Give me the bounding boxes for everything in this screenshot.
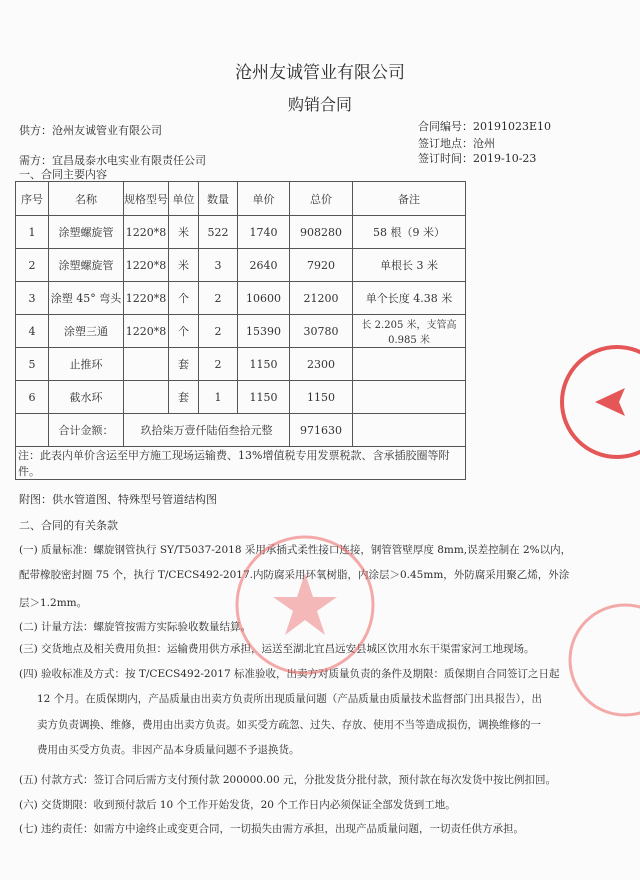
table-cell: 涂塑螺旋管 — [49, 249, 124, 282]
table-cell: 1740 — [238, 216, 290, 249]
sign-place: 签订地点：沧州 — [418, 137, 495, 150]
table-cell: 4 — [16, 315, 49, 348]
table-cell: 5 — [16, 348, 49, 381]
contract-number: 合同编号：20191023E10 — [418, 120, 552, 133]
clause-line: (七) 违约责任：如需方中途终止或变更合同，一切损失由需方承担，出现产品质量问题，一切责任供方承担。 — [19, 823, 525, 835]
note-row — [16, 447, 466, 480]
table-cell — [353, 348, 466, 381]
table-cell: 2 — [199, 348, 238, 381]
table-cell: 6 — [16, 381, 49, 414]
table-row — [16, 348, 466, 381]
table-cell: 21200 — [290, 282, 353, 315]
table-cell: 长 2.205 米，支管高 0.985 米 — [353, 315, 466, 348]
clause-line: (一) 质量标准：螺旋钢管执行 SY/T5037-2018 采用承插式柔性接口连接，钢管管壁厚度 8mm,误差控制在 2%以内， — [19, 544, 572, 556]
table-cell: 1220*8 — [124, 315, 169, 348]
table-cell: 3 — [199, 249, 238, 282]
buyer: 需方：宜昌晟泰水电实业有限责任公司 — [19, 154, 206, 167]
table-cell: 2 — [199, 282, 238, 315]
table-cell: 1150 — [290, 381, 353, 414]
clause-line: (四) 验收标准及方式：按 T/CECS492-2017 标准验收，出卖方对质量负责的条件及期限：质保期自合同签订之日起 — [19, 668, 560, 680]
clause-line: (五) 付款方式：签订合同后需方支付预付款 200000.00 元，分批发货分批付款，预付款在每次发货中按比例扣回。 — [19, 774, 556, 786]
total-row — [16, 414, 466, 447]
header-cell: 名称 — [49, 182, 124, 216]
table-cell: 2 — [16, 249, 49, 282]
supplier: 供方：沧州友诚管业有限公司 — [19, 124, 162, 137]
table-cell: 1 — [199, 381, 238, 414]
buyer-stamp — [555, 340, 640, 470]
table-cell: 1 — [16, 216, 49, 249]
document-title: 购销合同 — [287, 95, 352, 114]
table-cell: 15390 — [238, 315, 290, 348]
items-table — [15, 181, 466, 480]
table-cell: 单个长度 4.38 米 — [353, 282, 466, 315]
total-value: 971630 — [290, 414, 353, 447]
header-cell: 备注 — [353, 182, 466, 216]
clause-line: (六) 交货期限：收到预付款后 10 个工作开始发货，20 个工作日内必须保证全部发货到工地。 — [19, 799, 456, 811]
table-cell: 30780 — [290, 315, 353, 348]
table-cell: 908280 — [290, 216, 353, 249]
table-cell: 套 — [169, 381, 199, 414]
header-cell: 规格型号 — [124, 182, 169, 216]
section-2-heading: 二、合同的有关条款 — [19, 519, 118, 532]
table-cell: 米 — [169, 216, 199, 249]
table-cell — [124, 381, 169, 414]
total-label: 合计金额： — [49, 414, 124, 447]
clause-line: (三) 交货地点及相关费用负担：运输费用供方承担，运送至湖北宜昌远安县城区饮用水东干渠雷家河工地现场。 — [19, 643, 535, 655]
header-cell: 数量 — [199, 182, 238, 216]
clause-line: (二) 计量方法：螺旋管按需方实际验收数量结算。 — [19, 621, 252, 633]
table-cell: 7920 — [290, 249, 353, 282]
supplier-contract-stamp — [555, 600, 640, 730]
table-row — [16, 381, 466, 414]
table-cell: 截水环 — [49, 381, 124, 414]
company-title: 沧州友诚管业有限公司 — [235, 63, 405, 83]
table-cell: 止推环 — [49, 348, 124, 381]
table-row — [16, 315, 466, 348]
clause-line: 配带橡胶密封圈 75 个，执行 T/CECS492-2017.内防腐采用环氧树脂，内涂层＞0.45mm，外防腐采用聚乙烯，外涂 — [19, 569, 570, 581]
header-cell: 单位 — [169, 182, 199, 216]
clause-line: 12 个月。在质保期内，产品质量由出卖方负责所出现质量问题（产品质量由质量技术监督部门出具报告），出 — [37, 693, 542, 705]
table-note: 注：此表内单价含运至甲方施工现场运输费、13%增值税专用发票税款、含承插胶圈等附件。 — [16, 447, 466, 480]
table-cell: 个 — [169, 315, 199, 348]
table-header-row — [16, 182, 466, 216]
table-cell: 1220*8 — [124, 282, 169, 315]
table-cell: 2 — [199, 315, 238, 348]
table-cell: 1150 — [238, 381, 290, 414]
header-cell: 序号 — [16, 182, 49, 216]
table-cell: 单根长 3 米 — [353, 249, 466, 282]
table-cell: 2640 — [238, 249, 290, 282]
table-cell: 1150 — [238, 348, 290, 381]
table-row — [16, 216, 466, 249]
clause-line: 费用由买受方负责。非因产品本身质量问题不予退换货。 — [37, 744, 300, 756]
table-cell — [124, 348, 169, 381]
clause-line: 卖方负责调换、维修，费用由出卖方负责。如买受方疏忽、过失、存放、使用不当等造成损伤，调换维修的一 — [37, 719, 541, 731]
table-cell: 10600 — [238, 282, 290, 315]
table-cell: 米 — [169, 249, 199, 282]
table-cell: 1220*8 — [124, 249, 169, 282]
table-cell: 1220*8 — [124, 216, 169, 249]
table-row — [16, 249, 466, 282]
clause-line: 层＞1.2mm。 — [19, 597, 88, 609]
table-row — [16, 282, 466, 315]
table-cell: 58 根（9 米） — [353, 216, 466, 249]
table-cell: 522 — [199, 216, 238, 249]
table-cell: 涂塑 45° 弯头 — [49, 282, 124, 315]
table-cell: 套 — [169, 348, 199, 381]
attachment-line: 附图：供水管道图、特殊型号管道结构图 — [19, 493, 217, 506]
header-cell: 总价 — [290, 182, 353, 216]
header-cell: 单价 — [238, 182, 290, 216]
table-cell: 3 — [16, 282, 49, 315]
section-1-heading: 一、合同主要内容 — [19, 168, 107, 181]
table-cell: 2300 — [290, 348, 353, 381]
table-cell: 涂塑螺旋管 — [49, 216, 124, 249]
sign-time: 签订时间：2019-10-23 — [418, 152, 537, 165]
table-cell: 涂塑三通 — [49, 315, 124, 348]
table-cell: 个 — [169, 282, 199, 315]
table-cell — [353, 381, 466, 414]
total-words: 玖拾柒万壹仟陆佰叁拾元整 — [124, 414, 290, 447]
